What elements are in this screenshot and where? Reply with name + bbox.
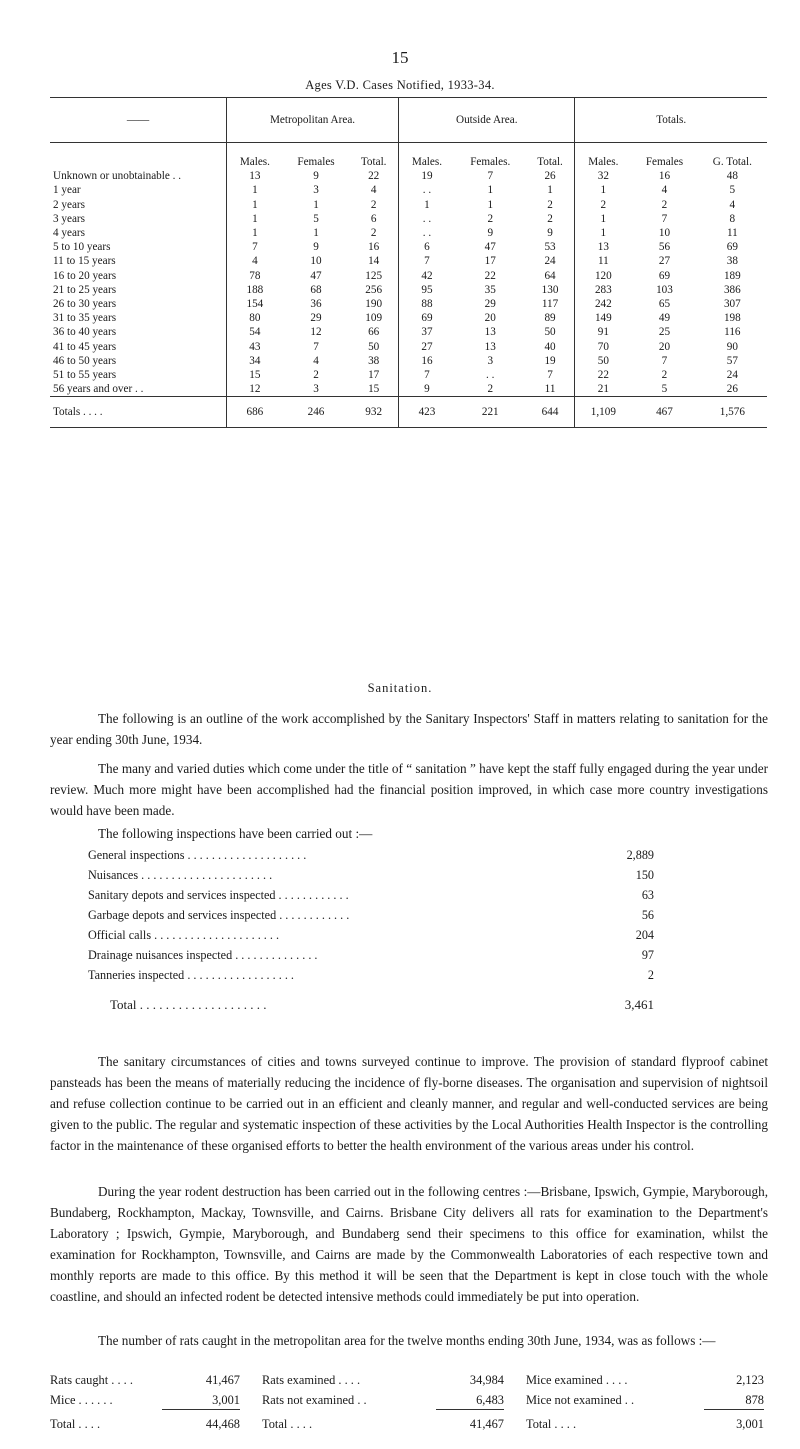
rats-value: 41,467	[469, 1417, 504, 1431]
table-cell: 1	[575, 226, 631, 240]
table-cell: 2	[575, 198, 631, 212]
table-cell: 2	[547, 212, 553, 225]
table-cell: 423	[399, 397, 455, 428]
table-cell: 1	[575, 183, 631, 197]
table-cell: 120	[575, 269, 631, 283]
table-cell: 2	[487, 212, 494, 225]
table-cell: 12	[227, 382, 283, 397]
table-cell: 3	[313, 184, 319, 197]
row-label: Unknown or unobtainable . .	[53, 170, 182, 183]
table-cell: 130	[541, 283, 559, 296]
inspection-row	[88, 965, 654, 985]
table-cell: 22	[575, 368, 631, 382]
row-label	[50, 143, 227, 170]
inspection-row	[88, 925, 654, 945]
table-cell: 5	[661, 383, 668, 396]
table-cell: 2	[370, 227, 377, 240]
sanitation-heading: Sanitation.	[367, 681, 433, 695]
table-row	[50, 254, 767, 268]
table-cell: 15	[368, 383, 380, 396]
table-cell: 7	[547, 368, 553, 381]
table-cell: 90	[726, 340, 738, 353]
table-cell: 242	[575, 297, 631, 311]
table-cell: 29	[484, 297, 496, 310]
rats-label: Mice not examined . .	[526, 1393, 635, 1407]
table-row	[50, 226, 767, 240]
table-cell: 246	[283, 397, 349, 428]
col-header: Females	[645, 156, 684, 169]
table-cell: 1	[575, 212, 631, 226]
table-cell: 22	[484, 269, 496, 282]
table-row	[50, 354, 767, 368]
table-cell: 38	[368, 354, 380, 367]
table-cell: . .	[486, 368, 495, 381]
paragraph-rats-intro: The number of rats caught in the metropolitan area for the twelve months ending 30th June, 1934, was as follows :—	[98, 1333, 716, 1348]
table-cell: 1	[487, 198, 494, 211]
table-row	[50, 325, 767, 339]
table-cell: 10	[310, 255, 322, 268]
table-cell: 20	[484, 312, 496, 325]
table-cell: 50	[368, 340, 380, 353]
table-cell: 221	[455, 397, 526, 428]
table-cell: 2	[547, 198, 553, 211]
rats-label: Mice examined . . . .	[526, 1373, 628, 1387]
table-cell: 11	[726, 227, 738, 240]
table-cell: 5	[729, 184, 736, 197]
table-cell: 386	[723, 283, 741, 296]
inspection-row	[88, 845, 654, 865]
corner-cell: ——	[50, 98, 227, 143]
row-label: 36 to 40 years	[53, 326, 117, 339]
rats-row	[50, 1370, 768, 1390]
table-cell: 467	[631, 397, 697, 428]
table-cell: 40	[544, 340, 556, 353]
rats-table	[50, 1370, 768, 1434]
table-sub-header	[50, 143, 767, 170]
table-cell: 7	[399, 254, 455, 268]
table-cell: 7	[661, 354, 668, 367]
table-cell: 256	[365, 283, 383, 296]
inspection-value: 204	[635, 928, 654, 942]
table-cell: 29	[310, 312, 322, 325]
table-cell: 644	[526, 397, 575, 428]
rats-value: 3,001	[736, 1417, 764, 1431]
table-cell: 26	[726, 383, 738, 396]
table-cell: . .	[399, 183, 455, 197]
table-cell: 188	[227, 283, 283, 297]
inspection-value: 2,889	[626, 848, 654, 862]
table-cell: 2	[661, 368, 668, 381]
rats-label: Mice . . . . . .	[50, 1393, 113, 1407]
table-cell: 3	[487, 354, 494, 367]
table-cell: 149	[575, 311, 631, 325]
table-cell: 1,576	[698, 397, 767, 428]
group-header-outside: Outside Area.	[399, 98, 575, 143]
inspection-row	[88, 885, 654, 905]
table-cell: 26	[544, 170, 556, 183]
inspection-label: General inspections . . . . . . . . . . . . . . . . . . . .	[88, 848, 307, 862]
table-cell: 1	[313, 198, 319, 211]
table-cell: 69	[399, 311, 455, 325]
table-cell: 7	[313, 340, 319, 353]
table-cell: 88	[399, 297, 455, 311]
table-cell: 9	[313, 170, 319, 183]
row-label: 46 to 50 years	[53, 354, 117, 367]
col-header: Males.	[399, 143, 455, 170]
table-cell: 1	[399, 198, 455, 212]
inspection-value: 2	[647, 968, 654, 982]
table-cell: 24	[726, 368, 738, 381]
table-cell: . .	[399, 226, 455, 240]
inspection-row	[88, 905, 654, 925]
table-cell: 16	[368, 241, 380, 254]
ages-table	[50, 97, 767, 428]
table-cell: 1	[227, 183, 283, 197]
table-row	[50, 339, 767, 353]
table-row	[50, 368, 767, 382]
table-cell: 32	[575, 169, 631, 183]
table-cell: 69	[658, 269, 671, 282]
table-cell: 49	[658, 312, 671, 325]
col-header: Total.	[360, 156, 387, 169]
group-header-totals: Totals.	[575, 98, 767, 143]
table-cell: 1,109	[575, 397, 631, 428]
table-cell: 7	[487, 170, 494, 183]
table-cell: 50	[544, 326, 556, 339]
inspection-label: Nuisances . . . . . . . . . . . . . . . . . . . . . .	[88, 868, 273, 882]
inspection-label: Sanitary depots and services inspected . . . . . . . . . . . .	[88, 888, 349, 902]
row-label: 56 years and over . .	[53, 383, 144, 396]
table-cell: 8	[729, 212, 736, 225]
table-cell: 47	[310, 269, 322, 282]
table-cell: 2	[661, 198, 668, 211]
rats-label: Total . . . .	[262, 1417, 313, 1431]
table-cell: 189	[723, 269, 741, 282]
row-label: 3 years	[53, 212, 85, 225]
table-cell: 13	[575, 240, 631, 254]
inspections-total-label: Total . . . . . . . . . . . . . . . . . . . .	[110, 997, 267, 1012]
table-group-header	[50, 98, 767, 143]
table-cell: . .	[399, 212, 455, 226]
table-cell: 9	[487, 227, 494, 240]
table-cell: 36	[310, 297, 322, 310]
table-cell: 1	[487, 184, 494, 197]
col-header: Females.	[470, 156, 511, 169]
table-row	[50, 269, 767, 283]
table-cell: 686	[227, 397, 283, 428]
table-cell: 22	[368, 170, 380, 183]
table-cell: 13	[484, 326, 496, 339]
rats-label: Rats caught . . . .	[50, 1373, 133, 1387]
paragraph-rodent-destruction: During the year rodent destruction has been carried out in the following centres :—Brisbane, Ipswich, Gympie, Maryborough, Bundaberg, Rockhampton, Mackay, Townsville, and Cairns. Brisbane City delivers all rats for examination to the Department's Laboratory ; Ipswich, Gympie, Maryborough, and Bundaberg send their specimens to this office for examination, whilst the examination for Rockhampton, Townsville, and Cairns are made by the Commonwealth Laboratories of each respective town and monthly reports are made to this office. By this method it will be seen that the Department is kept in close touch with the whole coastline, and should an infected rodent be detected intensive methods could immediately be put into operation.	[50, 1184, 768, 1304]
table-cell: 9	[399, 382, 455, 397]
inspections-total-value: 3,461	[624, 997, 654, 1012]
totals-label: Totals . . . .	[50, 397, 227, 428]
table-cell: 47	[484, 241, 496, 254]
table-cell: 2	[370, 198, 377, 211]
inspection-row	[88, 945, 654, 965]
table-cell: 95	[399, 283, 455, 297]
rats-value: 41,467	[205, 1373, 240, 1387]
table-cell: 15	[227, 368, 283, 382]
rats-value: 6,483	[436, 1390, 504, 1410]
table-title: Ages V.D. Cases Notified, 1933-34.	[305, 78, 495, 92]
row-label: 51 to 55 years	[53, 368, 117, 381]
row-label: 31 to 35 years	[53, 312, 117, 325]
table-cell: 48	[726, 170, 738, 183]
table-row	[50, 212, 767, 226]
table-row	[50, 283, 767, 297]
table-cell: 4	[661, 184, 668, 197]
table-row	[50, 382, 767, 397]
table-cell: 27	[658, 255, 671, 268]
table-cell: 54	[227, 325, 283, 339]
table-cell: 1	[313, 227, 319, 240]
table-cell: 16	[399, 354, 455, 368]
table-cell: 13	[484, 340, 496, 353]
rats-value: 3,001	[162, 1390, 240, 1410]
table-cell: 190	[365, 297, 383, 310]
table-cell: 4	[313, 354, 319, 367]
table-cell: 4	[370, 184, 377, 197]
table-cell: 1	[227, 226, 283, 240]
inspection-label: Tanneries inspected . . . . . . . . . . . . . . . . . .	[88, 968, 294, 982]
table-cell: 4	[729, 198, 736, 211]
table-cell: 80	[227, 311, 283, 325]
table-cell: 13	[227, 169, 283, 183]
table-cell: 53	[544, 241, 556, 254]
table-cell: 50	[575, 354, 631, 368]
col-header: Females	[297, 156, 335, 169]
table-cell: 35	[484, 283, 496, 296]
paragraph-intro: The following is an outline of the work accomplished by the Sanitary Inspectors' Staff in matters relating to sanitation for the year ending 30th June, 1934.	[50, 711, 768, 747]
rats-label: Total . . . .	[50, 1417, 101, 1431]
table-cell: 89	[544, 312, 556, 325]
row-label: 41 to 45 years	[53, 340, 117, 353]
rats-label: Rats not examined . .	[262, 1393, 367, 1407]
table-cell: 34	[227, 354, 283, 368]
table-cell: 65	[658, 297, 671, 310]
table-cell: 69	[726, 241, 738, 254]
table-cell: 7	[661, 212, 668, 225]
table-row	[50, 297, 767, 311]
table-cell: 64	[544, 269, 556, 282]
inspection-value: 63	[641, 888, 654, 902]
inspection-label: Garbage depots and services inspected . . . . . . . . . . . .	[88, 908, 350, 922]
inspections-list	[88, 845, 654, 1015]
table-cell: 78	[227, 269, 283, 283]
table-cell: 57	[726, 354, 738, 367]
rats-total-row	[50, 1414, 768, 1434]
table-cell: 24	[544, 255, 556, 268]
col-header: Males.	[227, 143, 283, 170]
table-row	[50, 169, 767, 183]
table-row	[50, 198, 767, 212]
table-cell: 19	[544, 354, 556, 367]
inspections-total-row	[110, 995, 654, 1015]
row-label: 4 years	[53, 227, 85, 240]
table-cell: 66	[368, 326, 380, 339]
table-cell: 125	[365, 269, 383, 282]
table-cell: 56	[658, 241, 671, 254]
table-cell: 1	[227, 212, 283, 226]
table-cell: 6	[399, 240, 455, 254]
page-number: 15	[391, 48, 409, 67]
table-cell: 21	[575, 382, 631, 397]
table-cell: 4	[227, 254, 283, 268]
table-cell: 7	[399, 368, 455, 382]
table-cell: 1	[227, 198, 283, 212]
table-cell: 9	[547, 227, 553, 240]
table-cell: 932	[349, 397, 398, 428]
table-cell: 17	[368, 368, 380, 381]
rats-value: 878	[704, 1390, 764, 1410]
table-cell: 70	[575, 339, 631, 353]
table-cell: 68	[310, 283, 322, 296]
row-label: 11 to 15 years	[53, 255, 116, 268]
rats-value: 44,468	[205, 1417, 240, 1431]
table-cell: 12	[310, 326, 322, 339]
table-cell: 2	[487, 383, 494, 396]
table-cell: 109	[365, 312, 383, 325]
table-cell: 42	[399, 269, 455, 283]
inspection-value: 97	[641, 948, 654, 962]
rats-value: 34,984	[469, 1373, 504, 1387]
inspection-label: Drainage nuisances inspected . . . . . . . . . . . . . .	[88, 948, 318, 962]
rats-row	[50, 1390, 768, 1410]
rats-label: Total . . . .	[526, 1417, 577, 1431]
row-label: 5 to 10 years	[53, 241, 111, 254]
table-cell: 11	[544, 383, 556, 396]
row-label: 21 to 25 years	[53, 283, 117, 296]
table-cell: 16	[658, 170, 671, 183]
table-cell: 25	[658, 326, 671, 339]
table-row	[50, 183, 767, 197]
table-cell: 14	[368, 255, 380, 268]
table-cell: 38	[726, 255, 738, 268]
paragraph-sanitary-circumstances: The sanitary circumstances of cities and towns surveyed continue to improve. The provision of standard flyproof cabinet pansteads has been the means of materially reducing the incidence of fly-borne diseases. The organisation and supervision of nightsoil and refuse collection continue to be carried out in an efficient and cleanly manner, and regular and well-conducted services are being given to the public. The regular and systematic inspection of these activities by the Local Authorities Health Inspector is the controlling factor in the maintenance of these organised efforts to better the health environment of the various areas under his control.	[50, 1054, 768, 1153]
table-cell: 9	[313, 241, 319, 254]
table-cell: 20	[658, 340, 671, 353]
rats-label: Rats examined . . . .	[262, 1373, 361, 1387]
table-cell: 283	[575, 283, 631, 297]
table-cell: 17	[484, 255, 496, 268]
group-header-metropolitan: Metropolitan Area.	[227, 98, 399, 143]
table-cell: 37	[399, 325, 455, 339]
table-cell: 116	[724, 326, 741, 339]
col-header: G. Total.	[712, 156, 752, 169]
row-label: 1 year	[53, 184, 81, 197]
table-cell: 27	[399, 339, 455, 353]
table-row	[50, 240, 767, 254]
table-cell: 1	[547, 184, 553, 197]
inspection-label: Official calls . . . . . . . . . . . . . . . . . . . . .	[88, 928, 280, 942]
totals-row	[50, 397, 767, 428]
table-cell: 19	[399, 169, 455, 183]
inspection-value: 56	[641, 908, 654, 922]
col-header: Total.	[537, 156, 563, 169]
table-cell: 307	[723, 297, 741, 310]
row-label: 16 to 20 years	[53, 269, 117, 282]
table-cell: 117	[541, 297, 559, 310]
table-cell: 198	[723, 312, 741, 325]
rats-value: 2,123	[736, 1373, 764, 1387]
table-cell: 6	[370, 212, 377, 225]
table-cell: 91	[575, 325, 631, 339]
table-row	[50, 311, 767, 325]
table-cell: 2	[313, 368, 319, 381]
table-cell: 3	[313, 383, 319, 396]
table-cell: 10	[658, 227, 671, 240]
table-cell: 11	[575, 254, 631, 268]
age-rows	[50, 169, 767, 397]
inspection-row	[88, 865, 654, 885]
inspection-value: 150	[635, 868, 654, 882]
col-header: Males.	[575, 143, 631, 170]
paragraph-duties: The many and varied duties which come under the title of “ sanitation ” have kept the staff fully engaged during the year under review. Much more might have been accomplished had the financial position improved, in which case more country investigations would have been made.	[50, 761, 768, 818]
row-label: 2 years	[53, 198, 85, 211]
paragraph-inspections-intro: The following inspections have been carried out :—	[98, 826, 373, 841]
table-cell: 43	[227, 339, 283, 353]
table-cell: 7	[227, 240, 283, 254]
row-label: 26 to 30 years	[53, 297, 117, 310]
table-cell: 103	[656, 283, 673, 296]
table-cell: 5	[313, 212, 319, 225]
table-cell: 154	[227, 297, 283, 311]
